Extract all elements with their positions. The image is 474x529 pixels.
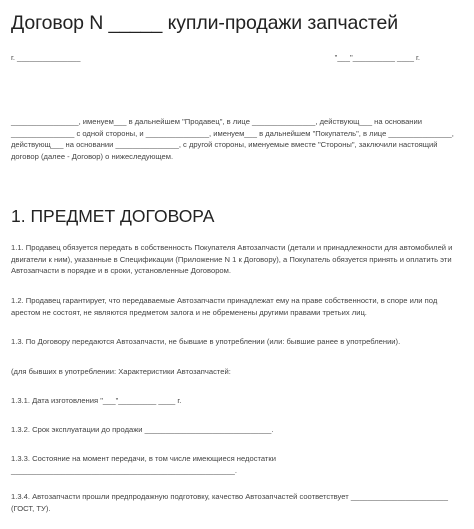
clause-1-1: 1.1. Продавец обязуется передать в собственность Покупателя Автозапчасти (детали и принадлежности для автомобилей и двигатели к ним), указанные в Спецификации (Приложение N 1 к Договору), а Покупатель обязуется принять и оплатить эти Автозапчасти в порядке и в сроки, установленные Договором. — [11, 243, 453, 276]
clause-1-3-2: 1.3.2. Срок эксплуатации до продажи ______________________________. — [11, 425, 274, 434]
place-date-line — [11, 52, 466, 64]
date-field: "___"__________ ____ г. — [334, 53, 420, 62]
used-parts-note: (для бывших в употреблении: Характеристики Автозапчастей: — [11, 367, 231, 376]
clause-1-3-3: 1.3.3. Состояние на момент передачи, в том числе имеющиеся недостатки _____________________________________________________. — [11, 454, 276, 475]
section-title: 1. ПРЕДМЕТ ДОГОВОРА — [11, 206, 215, 226]
clause-1-3-4: 1.3.4. Автозапчасти прошли предпродажную подготовку, качество Автозапчастей соответствует _______________________ (ГОСТ, ТУ). — [11, 492, 448, 513]
parties-paragraph: ________________, именуем___ в дальнейшем "Продавец", в лице _______________, действующ___ на основании _______________ с одной стороны, и _______________, именуем___ в дальнейшем "Покупатель", в лице _______________, действующ___ на основании _______________, с другой стороны, именуемые вместе "Стороны", заключили настоящий договор (далее - Договор) о нижеследующем. — [11, 117, 454, 161]
clause-1-3-1: 1.3.1. Дата изготовления "___"_________ ____ г. — [11, 396, 182, 405]
clause-1-2: 1.2. Продавец гарантирует, что передаваемые Автозапчасти принадлежат ему на праве собственности, в споре или под арестом не состоят, не являются предметом залога и не обременены другими правами третьих лиц. — [11, 296, 438, 317]
clause-1-3: 1.3. По Договору передаются Автозапчасти, не бывшие в употреблении (или: бывшие ранее в употреблении). — [11, 337, 401, 346]
document-title: Договор N _____ купли-продажи запчастей — [11, 12, 399, 34]
place-field: г. _______________ — [11, 53, 81, 62]
